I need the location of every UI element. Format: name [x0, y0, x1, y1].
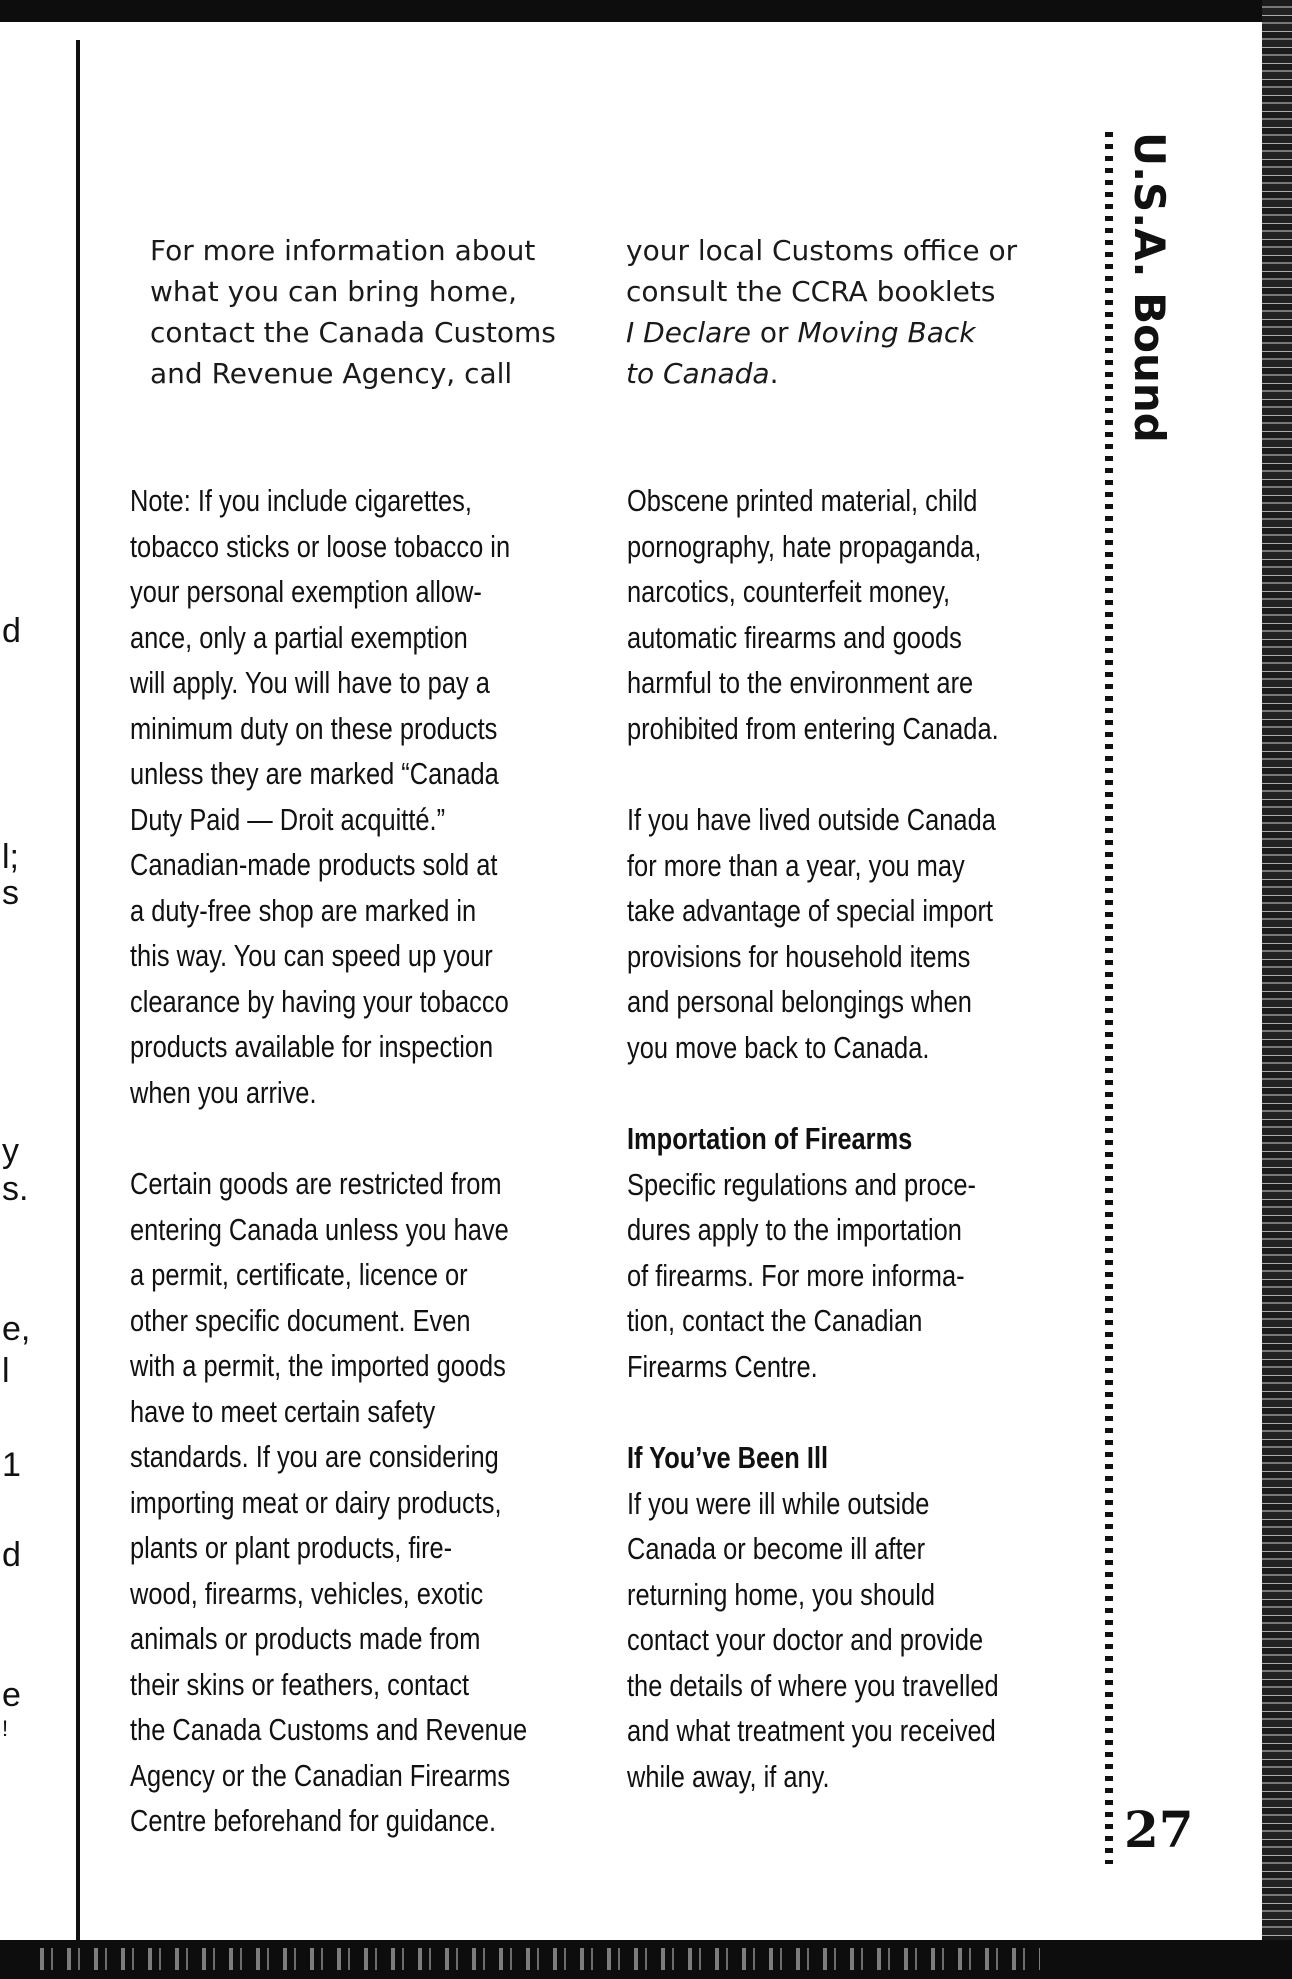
fragment: l: [2, 1352, 10, 1390]
fragment: s.: [2, 1170, 29, 1208]
dotted-rule: [1105, 132, 1113, 1864]
fragment: l;: [2, 838, 19, 876]
scan-bottom-noise: [40, 1948, 1040, 1970]
fragment: d: [2, 612, 21, 650]
firearms-text: Specific regulations and proce- dures apply to the importation of firearms. For more informa- tion, contact the Canadian Firearms Centre.: [627, 1166, 977, 1384]
fragment: s: [2, 874, 19, 912]
prohibited-goods-paragraph: Obscene printed material, child pornography, hate propaganda, narcotics, counterfeit money, automatic firearms and goods harmful to the environment are prohibited from entering Canada.: [627, 483, 999, 746]
section-title-vertical: [1125, 132, 1174, 443]
firearms-section: [627, 1116, 1090, 1389]
fragment: y: [2, 1132, 19, 1170]
lived-outside-paragraph: If you have lived outside Canada for more than a year, you may take advantage of special import provisions for household items and personal belongings when you move back to Canada.: [627, 802, 996, 1065]
intro-left-text: For more information about what you can bring home, contact the Canada Customs and Revenue Agency, call: [150, 234, 556, 390]
intro-line: consult the CCRA booklets: [626, 275, 996, 308]
previous-page-fragments: [0, 0, 60, 1979]
scan-right-edge: [1262, 0, 1292, 1979]
intro-connector: or: [751, 316, 798, 349]
booklet-title-moving-back: Moving Back to Canada: [626, 316, 976, 390]
fragment: d: [2, 1536, 21, 1574]
left-column: [130, 478, 597, 1890]
gutter-rule: [76, 40, 80, 1940]
fragment: !: [2, 1716, 9, 1741]
illness-heading: If You’ve Been Ill: [627, 1440, 829, 1475]
intro-period: .: [769, 357, 779, 390]
intro-line: your local Customs office or: [626, 234, 1018, 267]
firearms-heading: Importation of Firearms: [627, 1121, 913, 1156]
tobacco-note: Note: If you include cigarettes, tobacco sticks or loose tobacco in your personal exemption allow- ance, only a partial exemption will apply. You will have to pay a minimum duty on these products unless they are marked “Canada Duty Paid — Droit acquitté.” Canadian-made products sold at a duty-free shop are marked in this way. You can speed up your clearance by having your tobacco products available for inspection when you arrive.: [130, 483, 511, 1110]
fragment: e,: [2, 1310, 31, 1348]
intro-right-text: [626, 230, 1046, 394]
illness-section: [627, 1435, 1090, 1799]
fragment: 1: [2, 1446, 21, 1484]
restricted-goods-paragraph: Certain goods are restricted from entering Canada unless you have a permit, certificate, licence or other specific document. Even with a permit, the imported goods have to meet certain safety standards. If you are considering importing meat or dairy products, plants or plant products, fire- wood, firearms, vehicles, exotic animals or products made from their skins or feathers, contact the Canada Customs and Revenue Agency or the Canadian Firearms Centre beforehand for guidance.: [130, 1166, 528, 1838]
page-number: 27: [1124, 1800, 1194, 1859]
illness-text: If you were ill while outside Canada or become ill after returning home, you should contact your doctor and provide the details of where you travelled and what treatment you received while away, if any.: [627, 1485, 999, 1794]
right-column: [627, 478, 1090, 1799]
fragment: e: [2, 1676, 21, 1714]
section-title: U.S.A. Bound: [1125, 132, 1174, 443]
booklet-title-i-declare: I Declare: [626, 316, 752, 349]
